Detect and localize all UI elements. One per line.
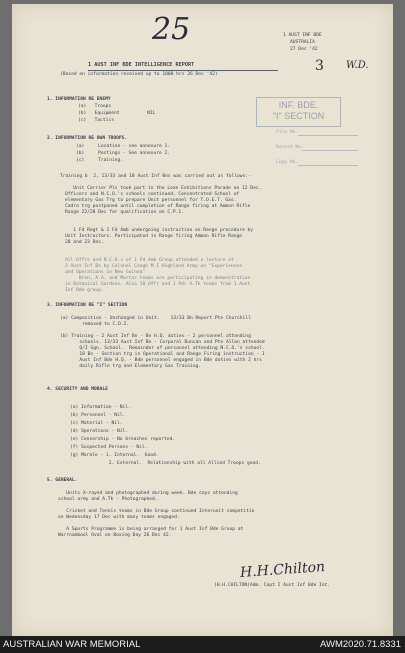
s2-para-2-line-2: Officers and N.C.O.'s schools continued. Concentrated School of	[65, 192, 240, 197]
s3-b-line-1: (b) Training - 2 Aust Inf Bn - Bn H.Q. duties - 2 personnel attending	[60, 334, 251, 339]
stamp-field-record: Record No.	[276, 145, 304, 150]
s4-item-g-1: (g) Morale - 1. Internal. Good.	[70, 453, 159, 458]
s2-para-4-line-3: and Operations in New Guinea"	[65, 270, 146, 275]
s3-b-line-5: Aust Inf Bde H.Q. - Bde personnel engaged in Bde duties with 2 hrs	[60, 358, 262, 363]
s1-item-a: (a) Troops	[78, 104, 112, 109]
report-date: 27 Dec '42	[290, 47, 318, 52]
s2-para-3-line-3: 20 and 23 Dec.	[65, 240, 104, 245]
report-subtitle: (Based on information received up to 1800 hrs 26 Dec '42)	[60, 72, 218, 77]
s3-a-line-1: (a) Composition - Unchanged in Unit. 13/33 Bn Report Pte Churchill	[60, 316, 251, 321]
unit-line-1: 1 AUST INF BDE	[283, 33, 322, 38]
s5-para-1-line-1: Units X-rayed and photographed during week. Bde coys attending	[58, 491, 238, 496]
s2-para-4-line-1: All Offrs and N.C.O.s of 1 Fd Amb Group attended a lecture at	[65, 258, 234, 263]
stamp-line-1: INF. BDE.	[278, 100, 319, 110]
s2-para-2-line-5: Range 22/28 Dec for qualification on C.P.1.	[65, 210, 184, 215]
handwritten-mark: 3	[315, 58, 324, 74]
s2-para-4-line-2: 2 Aust Inf Bn by Colonel Coogh M I Highland Army on "Experiences	[65, 264, 243, 269]
s2-para-4-line-6: Inf Bde group.	[65, 288, 104, 293]
s4-item-f: (f) Suspected Persons - Nil.	[70, 445, 148, 450]
footer-institution: AUSTRALIAN WAR MEMORIAL	[3, 639, 141, 650]
s2-para-2-line-4: Cadre trg postponed until completion of Range firing at Ammon Rifle	[65, 204, 251, 209]
s5-para-2-line-1: Cricket and Tennis teams in Bde Group continued Interunit competitio	[58, 509, 255, 514]
s2-item-c: (c) Training.	[76, 158, 124, 163]
stamp-field-copy: Copy No.	[276, 160, 299, 165]
handwritten-initials: W.D.	[346, 60, 369, 71]
s2-para-4-line-4: Bren, A.A. and Mortar teams are participating in demonstration	[65, 276, 251, 281]
report-title: 1 AUST INF BDE INTELLIGENCE REPORT	[88, 62, 195, 68]
s3-b-line-4: 18 Bn - Section trg in Operational and Range Firing instruction - 1	[60, 352, 265, 357]
s2-para-3-line-1: 1 Fd Regt & 1 Fd Amb undergoing instruction on Range procedure by	[65, 228, 254, 233]
s2-item-b: (b) Postings - See annexure 2.	[76, 151, 171, 156]
s5-para-3-line-1: A Sports Programme is being arranged for 1 Aust Inf Bde Group at	[58, 527, 244, 532]
s4-item-g-2: 2. External. Relationship with all Allied Troops good.	[70, 461, 261, 466]
s2-heading: 2. INFORMATION RE OWN TROOPS.	[47, 136, 128, 141]
unit-line-2: AUSTRALIA	[290, 40, 315, 45]
s2-para-2-line-3: elementary Gas Trg to prepare Unit personnel for T.O.E.T. Gas.	[65, 198, 237, 203]
s3-a-line-2: removed to C.D.I.	[60, 322, 130, 327]
s3-b-line-6: daily Rifle trg and Elementary Gas Training.	[60, 364, 202, 369]
footer-accession-number: AWM2020.71.8331	[320, 639, 401, 650]
s5-para-2-line-2: on Wednesday 17 Dec with many teams engaged.	[58, 515, 180, 520]
signature-block: (H.H.CHILTON)Adm. Capt I Aust Inf Bde Int.	[214, 583, 331, 588]
signature: H.H.Chilton	[239, 559, 326, 581]
s1-item-c: (c) Tactics	[78, 118, 114, 123]
s2-para-2-line-1: Unit Carrier Pls took part in the Loan Exhibitions Parade on 12 Dec.	[65, 186, 262, 191]
s5-para-1-line-2: school army and A.Tk - Photographed.	[58, 497, 158, 502]
s1-item-b: (b) Equipment NIL	[78, 111, 156, 116]
handwritten-page-number: 25	[152, 12, 191, 47]
s4-item-e: (e) Censorship - No breaches reported.	[70, 437, 176, 442]
inf-bde-stamp	[256, 97, 341, 127]
stamp-field-file: File No.	[276, 130, 299, 135]
s3-heading: 3. INFORMATION RE "I" SECTION	[47, 303, 128, 308]
s3-b-line-3: Q/I Sgn. School. Remainder of personnel attending N.C.O.'s school.	[60, 346, 265, 351]
s4-heading: 4. SECURITY AND MORALE	[47, 387, 108, 392]
archive-footer	[0, 636, 405, 653]
s4-item-b: (b) Personnel - Nil.	[70, 413, 126, 418]
s2-item-a: (a) Location - see annexure 1.	[76, 144, 171, 149]
s5-heading: 5. GENERAL.	[47, 478, 78, 483]
s4-item-c: (c) Material - Nil.	[70, 421, 123, 426]
s2-para-4-line-5: in Botanical Gardens. Also 10 Offr and 1 Pdr A.Tk teams from 1 Aust	[65, 282, 251, 287]
s3-b-line-2: schools. 13/33 Aust Inf Bn - Corporal Duncan and Pte Allen attended	[60, 340, 265, 345]
s4-item-a: (a) Information - Nil.	[70, 405, 131, 410]
s1-heading: 1. INFORMATION RE ENEMY	[47, 97, 111, 102]
s4-item-d: (d) Operations - Nil.	[70, 429, 129, 434]
stamp-line-2: "I" SECTION	[272, 111, 325, 121]
s2-para-3-line-2: Unit Instructors. Participated in Range firing Ammon Rifle Range	[65, 234, 243, 239]
s5-para-3-line-2: Warrnambool Oval on Boxing Day 26 Dec 42.	[58, 533, 172, 538]
s2-training-intro: Training b 2, 13/33 and 18 Aust Inf Bns was carried out as follows:-	[60, 174, 251, 179]
